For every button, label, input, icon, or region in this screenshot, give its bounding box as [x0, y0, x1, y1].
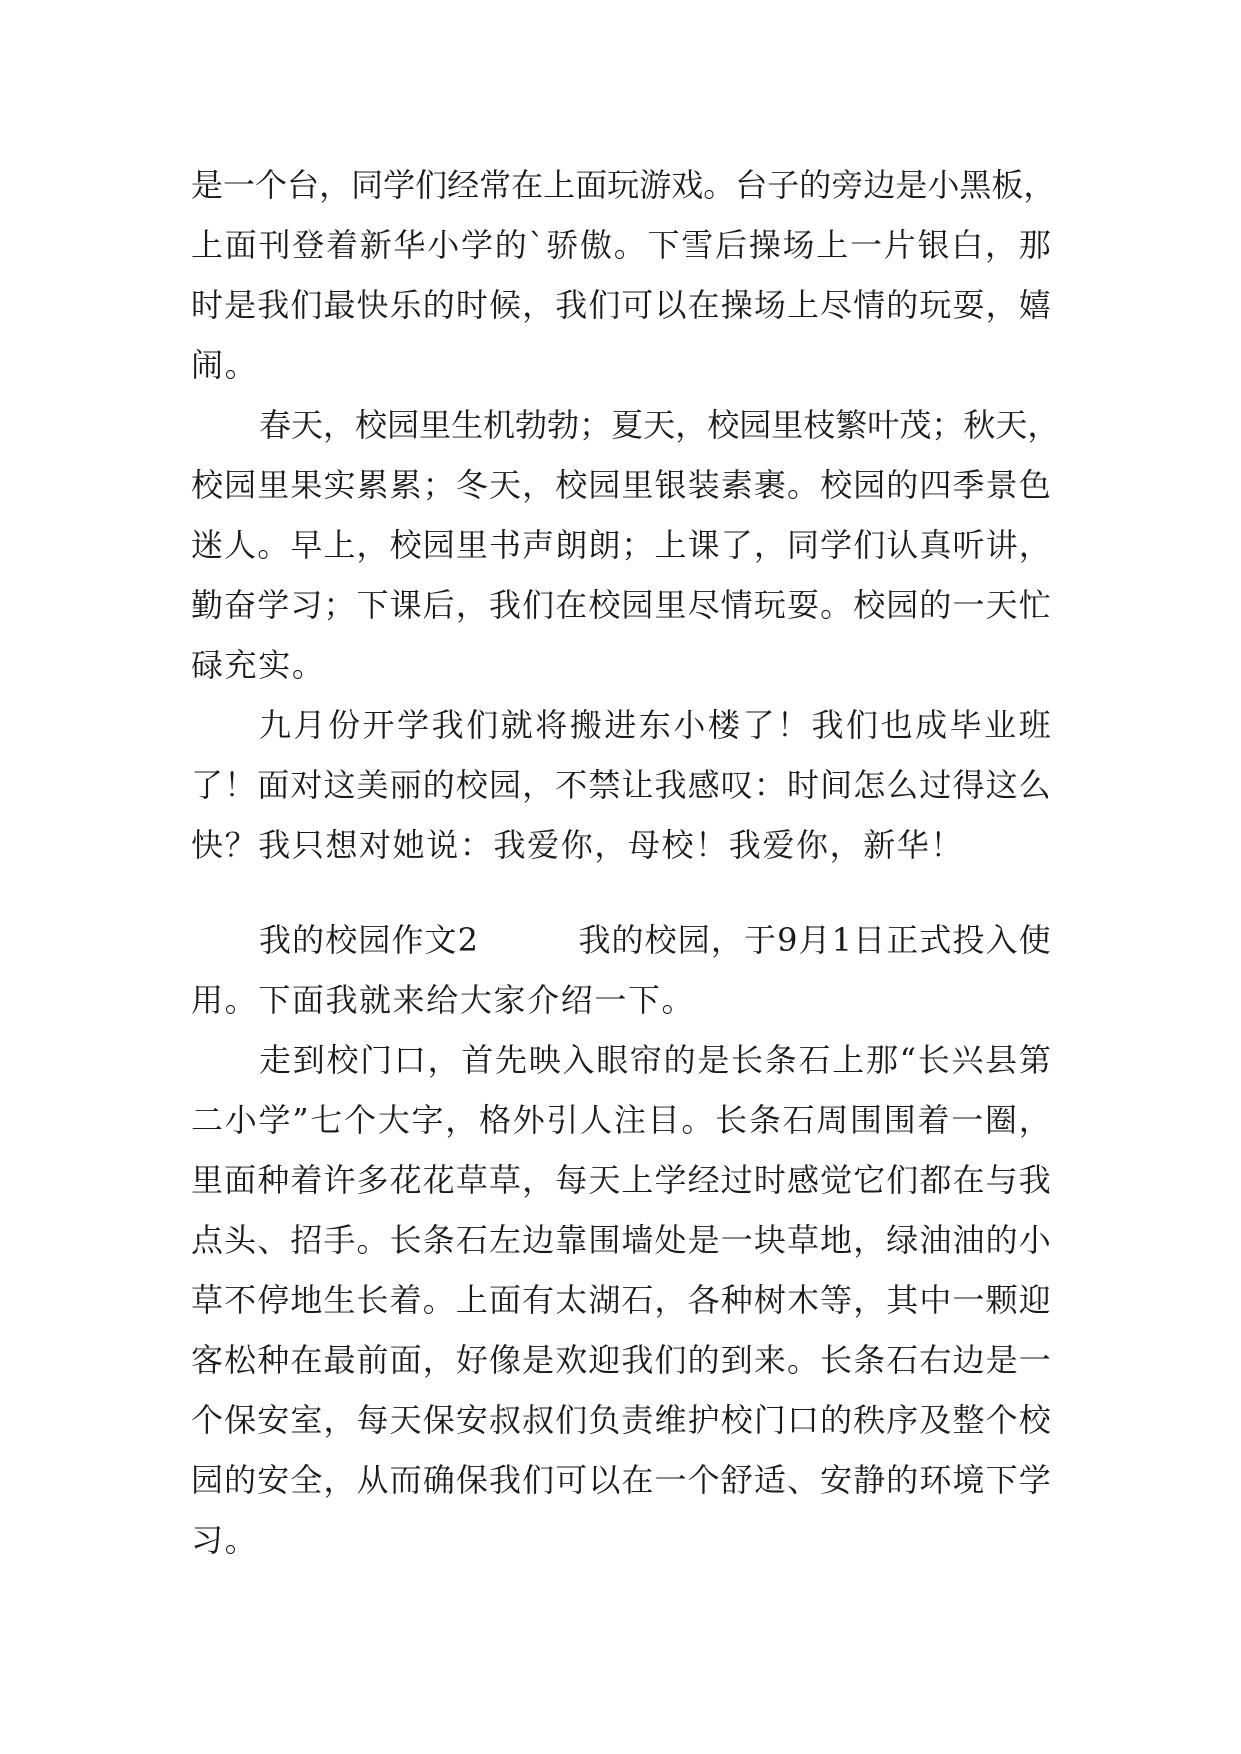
- text-line: 用 。 下 面 我 就 来 给 大 家 介 绍 一 下 。: [191, 981, 696, 1019]
- text-line: 春 天 ， 校 园 里 生 机 勃 勃 ； 夏 天 ， 校 园 里 枝 繁 叶 茂 ； 秋 天 ，: [259, 406, 1060, 444]
- text-line: 二 小 学 ” 七 个 大 字 ， 格 外 引 人 注 目 。 长 条 石 周 围 围 着 一 圈 ，: [191, 1101, 1051, 1139]
- text-line: 勤 奋 学 习 ； 下 课 后 ， 我 们 在 校 园 里 尽 情 玩 耍 。 校 园 的 一 天 忙: [191, 586, 1051, 624]
- text-line: 碌 充 实 。: [191, 646, 326, 684]
- text-line: 上 面 刊 登 着 新 华 小 学 的 ` 骄 傲 。 下 雪 后 操 场 上 一 片 银 白 ， 那: [191, 226, 1051, 264]
- text-line: 草 不 停 地 生 长 着 。 上 面 有 太 湖 石 ， 各 种 树 木 等 ， 其 中 一 颗 迎: [191, 1281, 1051, 1319]
- text-line: 园 的 安 全 ， 从 而 确 保 我 们 可 以 在 一 个 舒 适 、 安 静 的 环 境 下 学: [191, 1461, 1051, 1499]
- text-line: 九 月 份 开 学 我 们 就 将 搬 进 东 小 楼 了 ！ 我 们 也 成 毕 业 班: [259, 706, 1051, 744]
- text-line: 闹 。: [191, 346, 259, 384]
- text-line: 我 的 校 园 作 文 2 我 的 校 园 ， 于 9 月 1 日 正 式 投 入 使: [259, 921, 1051, 959]
- text-line: 了 ！ 面 对 这 美 丽 的 校 园 ， 不 禁 让 我 感 叹 ： 时 间 怎 么 过 得 这 么: [191, 766, 1051, 804]
- text-line: 走 到 校 门 口 ， 首 先 映 入 眼 帘 的 是 长 条 石 上 那 “ 长 兴 县 第: [259, 1041, 1051, 1079]
- text-line: 迷 人 。 早 上 ， 校 园 里 书 声 朗 朗 ； 上 课 了 ， 同 学 们 认 真 听 讲 ，: [191, 526, 1051, 564]
- text-line: 是 一 个 台 ， 同 学 们 经 常 在 上 面 玩 游 戏 。 台 子 的 旁 边 是 小 黑 板 ，: [191, 166, 1056, 204]
- text-line: 客 松 种 在 最 前 面 ， 好 像 是 欢 迎 我 们 的 到 来 。 长 条 石 右 边 是 一: [191, 1341, 1051, 1379]
- text-line: 快 ？ 我 只 想 对 她 说 ： 我 爱 你 ， 母 校 ！ 我 爱 你 ， 新 华 ！: [191, 826, 965, 864]
- text-line: 个 保 安 室 ， 每 天 保 安 叔 叔 们 负 责 维 护 校 门 口 的 秩 序 及 整 个 校: [191, 1401, 1051, 1439]
- text-line: 里 面 种 着 许 多 花 花 草 草 ， 每 天 上 学 经 过 时 感 觉 它 们 都 在 与 我: [191, 1161, 1051, 1199]
- text-line: 习 。: [191, 1521, 259, 1559]
- text-line: 校 园 里 果 实 累 累 ； 冬 天 ， 校 园 里 银 装 素 裹 。 校 园 的 四 季 景 色: [191, 466, 1051, 504]
- text-line: 时 是 我 们 最 快 乐 的 时 候 ， 我 们 可 以 在 操 场 上 尽 情 的 玩 耍 ， 嬉: [191, 286, 1051, 324]
- text-line: 点 头 、 招 手 。 长 条 石 左 边 靠 围 墙 处 是 一 块 草 地 ， 绿 油 油 的 小: [191, 1221, 1051, 1259]
